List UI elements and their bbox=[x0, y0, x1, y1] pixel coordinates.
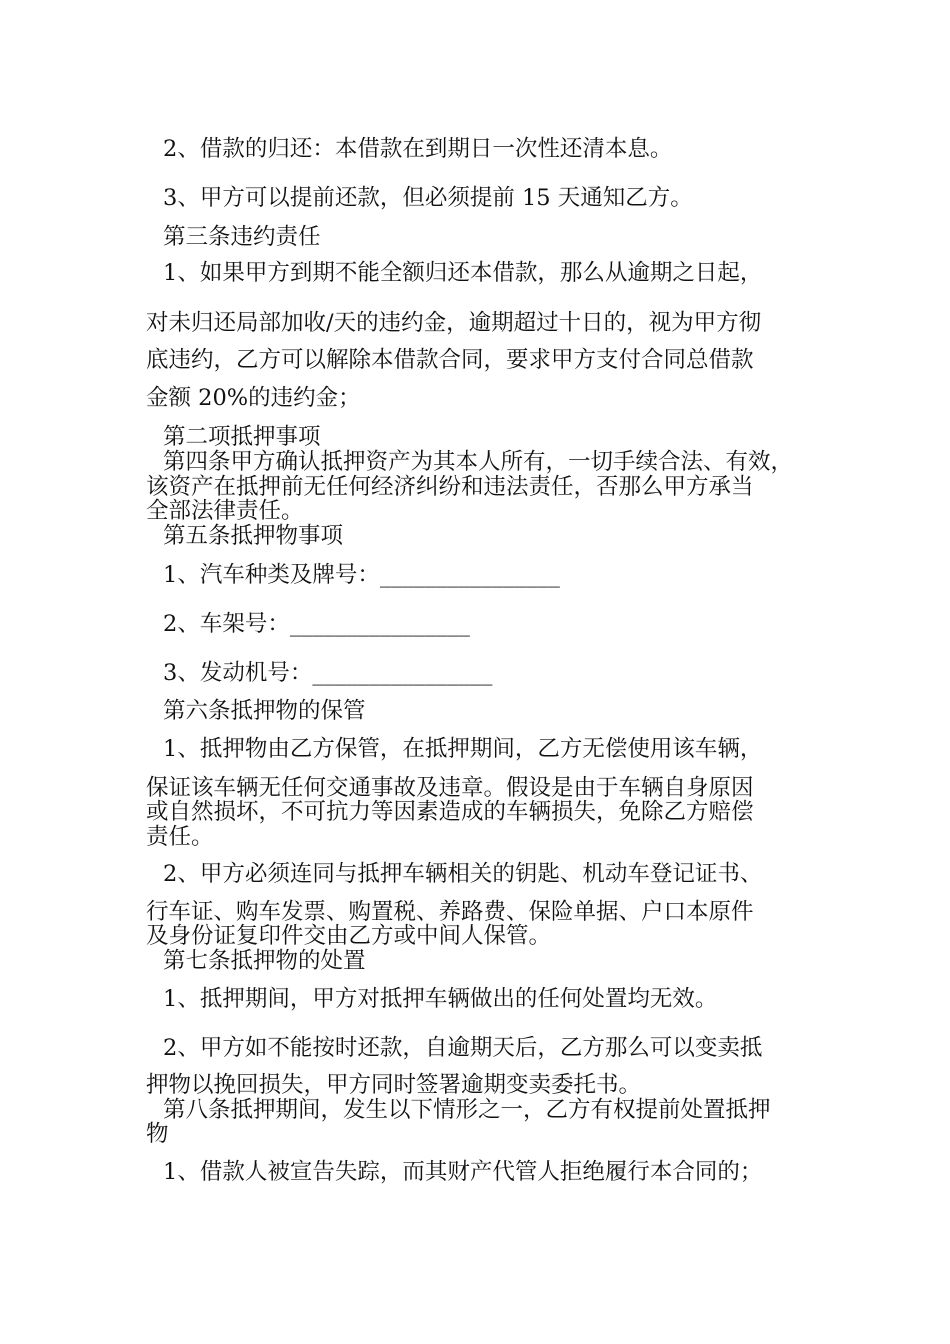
article-3-para-line-4: 金额 20%的违约金； bbox=[146, 385, 361, 411]
article-3-para-line-2: 对未归还局部加收/天的违约金，逾期超过十日的，视为甲方彻 bbox=[146, 310, 762, 336]
frame-number-field: 2、车架号：________________ bbox=[163, 611, 470, 637]
article-6-heading: 第六条抵押物的保管 bbox=[163, 698, 366, 724]
article-6-para1-line-1: 1、抵押物由乙方保管，在抵押期间，乙方无偿使用该车辆， bbox=[163, 736, 763, 762]
vehicle-type-field: 1、汽车种类及牌号：________________ bbox=[163, 562, 560, 588]
article-8-heading-line-2: 物 bbox=[146, 1121, 169, 1147]
article-6-para2-line-2: 行车证、购车发票、购置税、养路费、保险单据、户口本原件 bbox=[146, 899, 754, 925]
clause-repayment-line: 2、借款的归还：本借款在到期日一次性还清本息。 bbox=[163, 136, 673, 162]
article-4-para-line-2: 该资产在抵押前无任何经济纠纷和违法责任，否那么甲方承当 bbox=[146, 474, 754, 500]
article-6-para1-line-3: 或自然损坏，不可抗力等因素造成的车辆损失，免除乙方赔偿 bbox=[146, 799, 754, 825]
article-3-para-line-3: 底违约，乙方可以解除本借款合同，要求甲方支付合同总借款 bbox=[146, 347, 754, 373]
article-4-para-line-3: 全部法律责任。 bbox=[146, 498, 304, 524]
article-6-para1-line-4: 责任。 bbox=[146, 824, 214, 850]
article-8-para1-line-1: 1、借款人被宣告失踪，而其财产代管人拒绝履行本合同的； bbox=[163, 1159, 763, 1185]
clause-early-repayment-line: 3、甲方可以提前还款，但必须提前 15 天通知乙方。 bbox=[163, 185, 693, 211]
article-6-para1-line-2: 保证该车辆无任何交通事故及违章。假设是由于车辆自身原因 bbox=[146, 775, 754, 801]
article-7-para1-line-1: 1、抵押期间，甲方对抵押车辆做出的任何处置均无效。 bbox=[163, 986, 718, 1012]
article-7-para2-line-1: 2、甲方如不能按时还款，自逾期天后，乙方那么可以变卖抵 bbox=[163, 1035, 763, 1061]
section-2-heading: 第二项抵押事项 bbox=[163, 424, 321, 450]
article-3-para-line-1: 1、如果甲方到期不能全额归还本借款，那么从逾期之日起， bbox=[163, 260, 763, 286]
article-8-heading-line-1: 第八条抵押期间，发生以下情形之一，乙方有权提前处置抵押 bbox=[163, 1097, 771, 1123]
article-3-heading: 第三条违约责任 bbox=[163, 224, 321, 250]
article-7-heading: 第七条抵押物的处置 bbox=[163, 948, 366, 974]
article-5-heading: 第五条抵押物事项 bbox=[163, 523, 344, 549]
article-6-para2-line-1: 2、甲方必须连同与抵押车辆相关的钥匙、机动车登记证书、 bbox=[163, 861, 763, 887]
article-7-para2-line-2: 押物以挽回损失，甲方同时签署逾期变卖委托书。 bbox=[146, 1072, 642, 1098]
article-6-para2-line-3: 及身份证复印件交由乙方或中间人保管。 bbox=[146, 923, 552, 949]
article-4-para-line-1: 第四条甲方确认抵押资产为其本人所有，一切手续合法、有效， bbox=[163, 449, 794, 475]
engine-number-field: 3、发动机号：________________ bbox=[163, 660, 493, 686]
